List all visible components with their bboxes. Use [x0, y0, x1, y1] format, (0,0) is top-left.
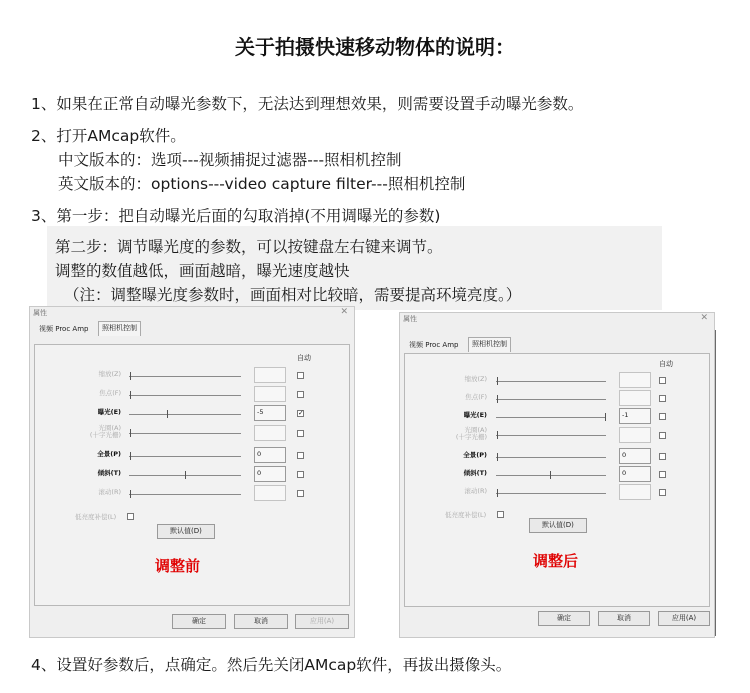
- roll-slider[interactable]: [129, 494, 241, 495]
- roll-auto-checkbox[interactable]: [297, 490, 304, 497]
- apply-button[interactable]: 应用(A): [658, 611, 710, 626]
- aperture-label-sub: (十字光栅): [455, 433, 487, 442]
- tab-bar: [34, 321, 350, 335]
- auto-column-header: 自动: [297, 354, 311, 362]
- roll-row: [35, 485, 349, 503]
- aperture-row: [35, 425, 349, 449]
- default-button[interactable]: 默认值(D): [529, 518, 587, 533]
- tilt-auto-checkbox[interactable]: [659, 471, 666, 478]
- zoom-label: 缩放(Z): [464, 375, 487, 383]
- zoom-slider[interactable]: [496, 381, 606, 382]
- zoom-value-field[interactable]: [254, 367, 286, 383]
- focus-slider[interactable]: [129, 395, 241, 396]
- aperture-label-sub: (十字光栅): [89, 431, 121, 440]
- focus-value-field[interactable]: [619, 390, 651, 406]
- tilt-row: [405, 466, 709, 484]
- tilt-label: 倾斜(T): [97, 469, 121, 477]
- focus-slider[interactable]: [496, 399, 606, 400]
- step-1-text: 1、如果在正常自动曝光参数下，无法达到理想效果，则需要设置手动曝光参数。: [31, 95, 584, 113]
- step-3-caution-note: （注：调整曝光度参数时，画面相对比较暗，需要提高环境亮度。）: [64, 286, 522, 304]
- roll-value-field[interactable]: [619, 484, 651, 500]
- camera-control-panel: [34, 344, 350, 606]
- tilt-row: [35, 466, 349, 484]
- roll-value-field[interactable]: [254, 485, 286, 501]
- dialog-title: 属性: [403, 315, 417, 323]
- roll-label: 滚动(R): [464, 487, 487, 495]
- focus-auto-checkbox[interactable]: [297, 391, 304, 398]
- camera-control-panel: [404, 353, 710, 607]
- tab-camera-control[interactable]: 照相机控制: [98, 321, 141, 336]
- auto-column-header: 自动: [659, 360, 673, 368]
- pan-auto-checkbox[interactable]: [659, 453, 666, 460]
- focus-row: [35, 386, 349, 404]
- aperture-label-main: 光圈(A): [98, 424, 121, 432]
- pan-label: 全景(P): [463, 451, 487, 459]
- cancel-button[interactable]: 取消: [598, 611, 650, 626]
- cancel-button[interactable]: 取消: [234, 614, 288, 629]
- exposure-value-field[interactable]: -5: [254, 405, 286, 421]
- aperture-label: [431, 427, 487, 442]
- aperture-value-field[interactable]: [619, 427, 651, 443]
- pan-row: [35, 447, 349, 465]
- aperture-slider-thumb[interactable]: [130, 429, 131, 437]
- exposure-row: [35, 405, 349, 423]
- tilt-slider-thumb[interactable]: [550, 471, 551, 479]
- low-light-compensation-label: 低亮度补偿(L): [445, 511, 487, 519]
- aperture-label-main: 光圈(A): [464, 426, 487, 434]
- low-light-compensation-label: 低亮度补偿(L): [75, 513, 117, 521]
- exposure-label: 曝光(E): [463, 411, 487, 419]
- tilt-value-field[interactable]: 0: [254, 466, 286, 482]
- zoom-slider[interactable]: [129, 376, 241, 377]
- page-title: 关于拍摄快速移动物体的说明：: [235, 35, 515, 59]
- roll-label: 滚动(R): [98, 488, 121, 496]
- pan-label: 全景(P): [97, 450, 121, 458]
- tab-video-proc-amp[interactable]: 视频 Proc Amp: [409, 341, 459, 349]
- pan-value-field[interactable]: 0: [619, 448, 651, 464]
- close-icon[interactable]: ✕: [340, 307, 348, 317]
- focus-label: 焦点(F): [465, 393, 487, 401]
- step-3-text: 3、第一步：把自动曝光后面的勾取消掉(不用调曝光的参数): [31, 207, 441, 225]
- focus-row: [405, 390, 709, 408]
- aperture-value-field[interactable]: [254, 425, 286, 441]
- pan-slider[interactable]: [129, 456, 241, 457]
- roll-slider[interactable]: [496, 493, 606, 494]
- focus-label: 焦点(F): [99, 389, 121, 397]
- zoom-slider-thumb[interactable]: [497, 377, 498, 385]
- zoom-auto-checkbox[interactable]: [659, 377, 666, 384]
- low-light-compensation-checkbox[interactable]: [127, 513, 134, 520]
- step-3-second-step: 第二步：调节曝光度的参数，可以按键盘左右键来调节。: [55, 238, 443, 256]
- tilt-auto-checkbox[interactable]: [297, 471, 304, 478]
- exposure-slider-thumb[interactable]: [167, 410, 168, 418]
- pan-slider[interactable]: [496, 457, 606, 458]
- aperture-auto-checkbox[interactable]: [659, 432, 666, 439]
- pan-value-field[interactable]: 0: [254, 447, 286, 463]
- zoom-row: [35, 367, 349, 385]
- focus-slider-thumb[interactable]: [130, 391, 131, 399]
- aperture-slider[interactable]: [496, 435, 606, 436]
- step-2-english-path: 英文版本的：options---video capture filter---照相机控制: [58, 175, 466, 193]
- properties-dialog-before: [29, 306, 355, 638]
- exposure-row: [405, 408, 709, 426]
- focus-auto-checkbox[interactable]: [659, 395, 666, 402]
- zoom-value-field[interactable]: [619, 372, 651, 388]
- step-2-text: 2、打开AMcap软件。: [31, 127, 186, 145]
- zoom-label: 缩放(Z): [98, 370, 121, 378]
- dialog-title: 属性: [33, 309, 47, 317]
- tab-video-proc-amp[interactable]: 视频 Proc Amp: [39, 325, 89, 333]
- close-icon[interactable]: ✕: [700, 313, 708, 323]
- tilt-value-field[interactable]: 0: [619, 466, 651, 482]
- tilt-label: 倾斜(T): [463, 469, 487, 477]
- focus-value-field[interactable]: [254, 386, 286, 402]
- focus-slider-thumb[interactable]: [497, 395, 498, 403]
- exposure-slider[interactable]: [129, 414, 241, 415]
- step-4-text: 4、设置好参数后，点确定。然后先关闭AMcap软件，再拔出摄像头。: [31, 656, 512, 674]
- tilt-slider-thumb[interactable]: [185, 471, 186, 479]
- default-button[interactable]: 默认值(D): [157, 524, 215, 539]
- ok-button[interactable]: 确定: [172, 614, 226, 629]
- tilt-slider[interactable]: [496, 475, 606, 476]
- tab-bar: [404, 327, 710, 349]
- step-3-effect-note: 调整的数值越低，画面越暗，曝光速度越快: [55, 262, 350, 280]
- properties-dialog-after: [399, 312, 715, 638]
- pan-slider-thumb[interactable]: [497, 453, 498, 461]
- before-caption: 调整前: [155, 557, 201, 575]
- exposure-value-field[interactable]: -1: [619, 408, 651, 424]
- after-caption: 调整后: [533, 552, 579, 570]
- low-light-compensation-checkbox[interactable]: [497, 511, 504, 518]
- aperture-auto-checkbox[interactable]: [297, 430, 304, 437]
- pan-slider-thumb[interactable]: [130, 452, 131, 460]
- roll-slider-thumb[interactable]: [130, 490, 131, 498]
- apply-button[interactable]: 应用(A): [295, 614, 349, 629]
- zoom-auto-checkbox[interactable]: [297, 372, 304, 379]
- exposure-auto-checkbox[interactable]: [659, 413, 666, 420]
- roll-auto-checkbox[interactable]: [659, 489, 666, 496]
- roll-slider-thumb[interactable]: [497, 489, 498, 497]
- aperture-label: [65, 425, 121, 440]
- zoom-slider-thumb[interactable]: [130, 372, 131, 380]
- tab-camera-control[interactable]: 照相机控制: [468, 337, 511, 352]
- exposure-auto-checkbox[interactable]: ✓: [298, 409, 304, 417]
- step-2-chinese-path: 中文版本的：选项---视频捕捉过滤器---照相机控制: [58, 151, 402, 169]
- roll-row: [405, 484, 709, 502]
- aperture-slider-thumb[interactable]: [497, 431, 498, 439]
- aperture-slider[interactable]: [129, 433, 241, 434]
- pan-auto-checkbox[interactable]: [297, 452, 304, 459]
- exposure-slider[interactable]: [496, 417, 606, 418]
- exposure-slider-thumb[interactable]: [605, 413, 606, 421]
- exposure-label: 曝光(E): [97, 408, 121, 416]
- pan-row: [405, 448, 709, 466]
- zoom-row: [405, 372, 709, 390]
- ok-button[interactable]: 确定: [538, 611, 590, 626]
